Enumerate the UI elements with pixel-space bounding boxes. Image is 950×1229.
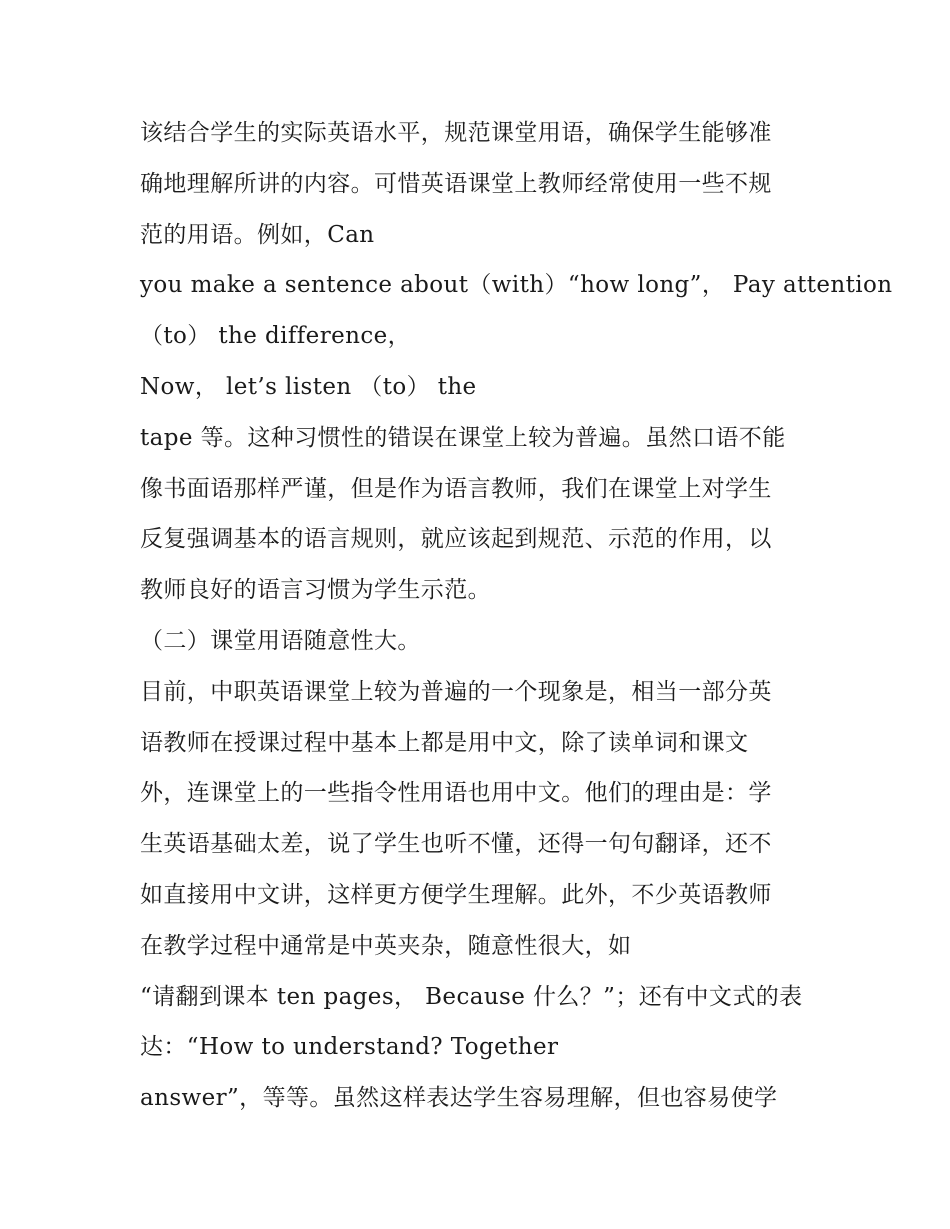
text-line: 反复强调基本的语言规则，就应该起到规范、示范的作用，以 (140, 526, 772, 553)
section-heading: （二）课堂用语随意性大。 (140, 627, 421, 654)
text-line: 范的用语。例如，Can (140, 221, 375, 248)
text-line: 生英语基础太差，说了学生也听不懂，还得一句句翻译，还不 (140, 831, 772, 858)
body-text (140, 108, 893, 1124)
text-line: 确地理解所讲的内容。可惜英语课堂上教师经常使用一些不规 (140, 170, 772, 197)
text-line: tape 等。这种习惯性的错误在课堂上较为普遍。虽然口语不能 (140, 424, 786, 451)
text-line: Now， let’s listen （to） the (140, 373, 477, 400)
text-line: 该结合学生的实际英语水平，规范课堂用语，确保学生能够准 (140, 120, 772, 146)
text-line: 目前，中职英语课堂上较为普遍的一个现象是，相当一部分英 (140, 678, 772, 705)
text-line: （to） the difference， (140, 323, 412, 350)
text-line: 如直接用中文讲，这样更方便学生理解。此外，不少英语教师 (140, 881, 772, 908)
text-line: 达：“How to understand? Together (140, 1034, 559, 1061)
text-line: 外，连课堂上的一些指令性用语也用中文。他们的理由是：学 (140, 780, 772, 807)
text-line: answer”，等等。虽然这样表达学生容易理解，但也容易使学 (140, 1085, 778, 1112)
text-line: 在教学过程中通常是中英夹杂，随意性很大，如 (140, 932, 632, 959)
text-line: 教师良好的语言习惯为学生示范。 (140, 577, 491, 604)
text-line: “请翻到课本 ten pages， Because 什么？”；还有中文式的表 (140, 983, 803, 1010)
text-line: 语教师在授课过程中基本上都是用中文，除了读单词和课文 (140, 729, 749, 756)
text-line: you make a sentence about（with）“how long”， Pay attention (140, 272, 893, 299)
text-line: 像书面语那样严谨，但是作为语言教师，我们在课堂上对学生 (140, 475, 772, 502)
